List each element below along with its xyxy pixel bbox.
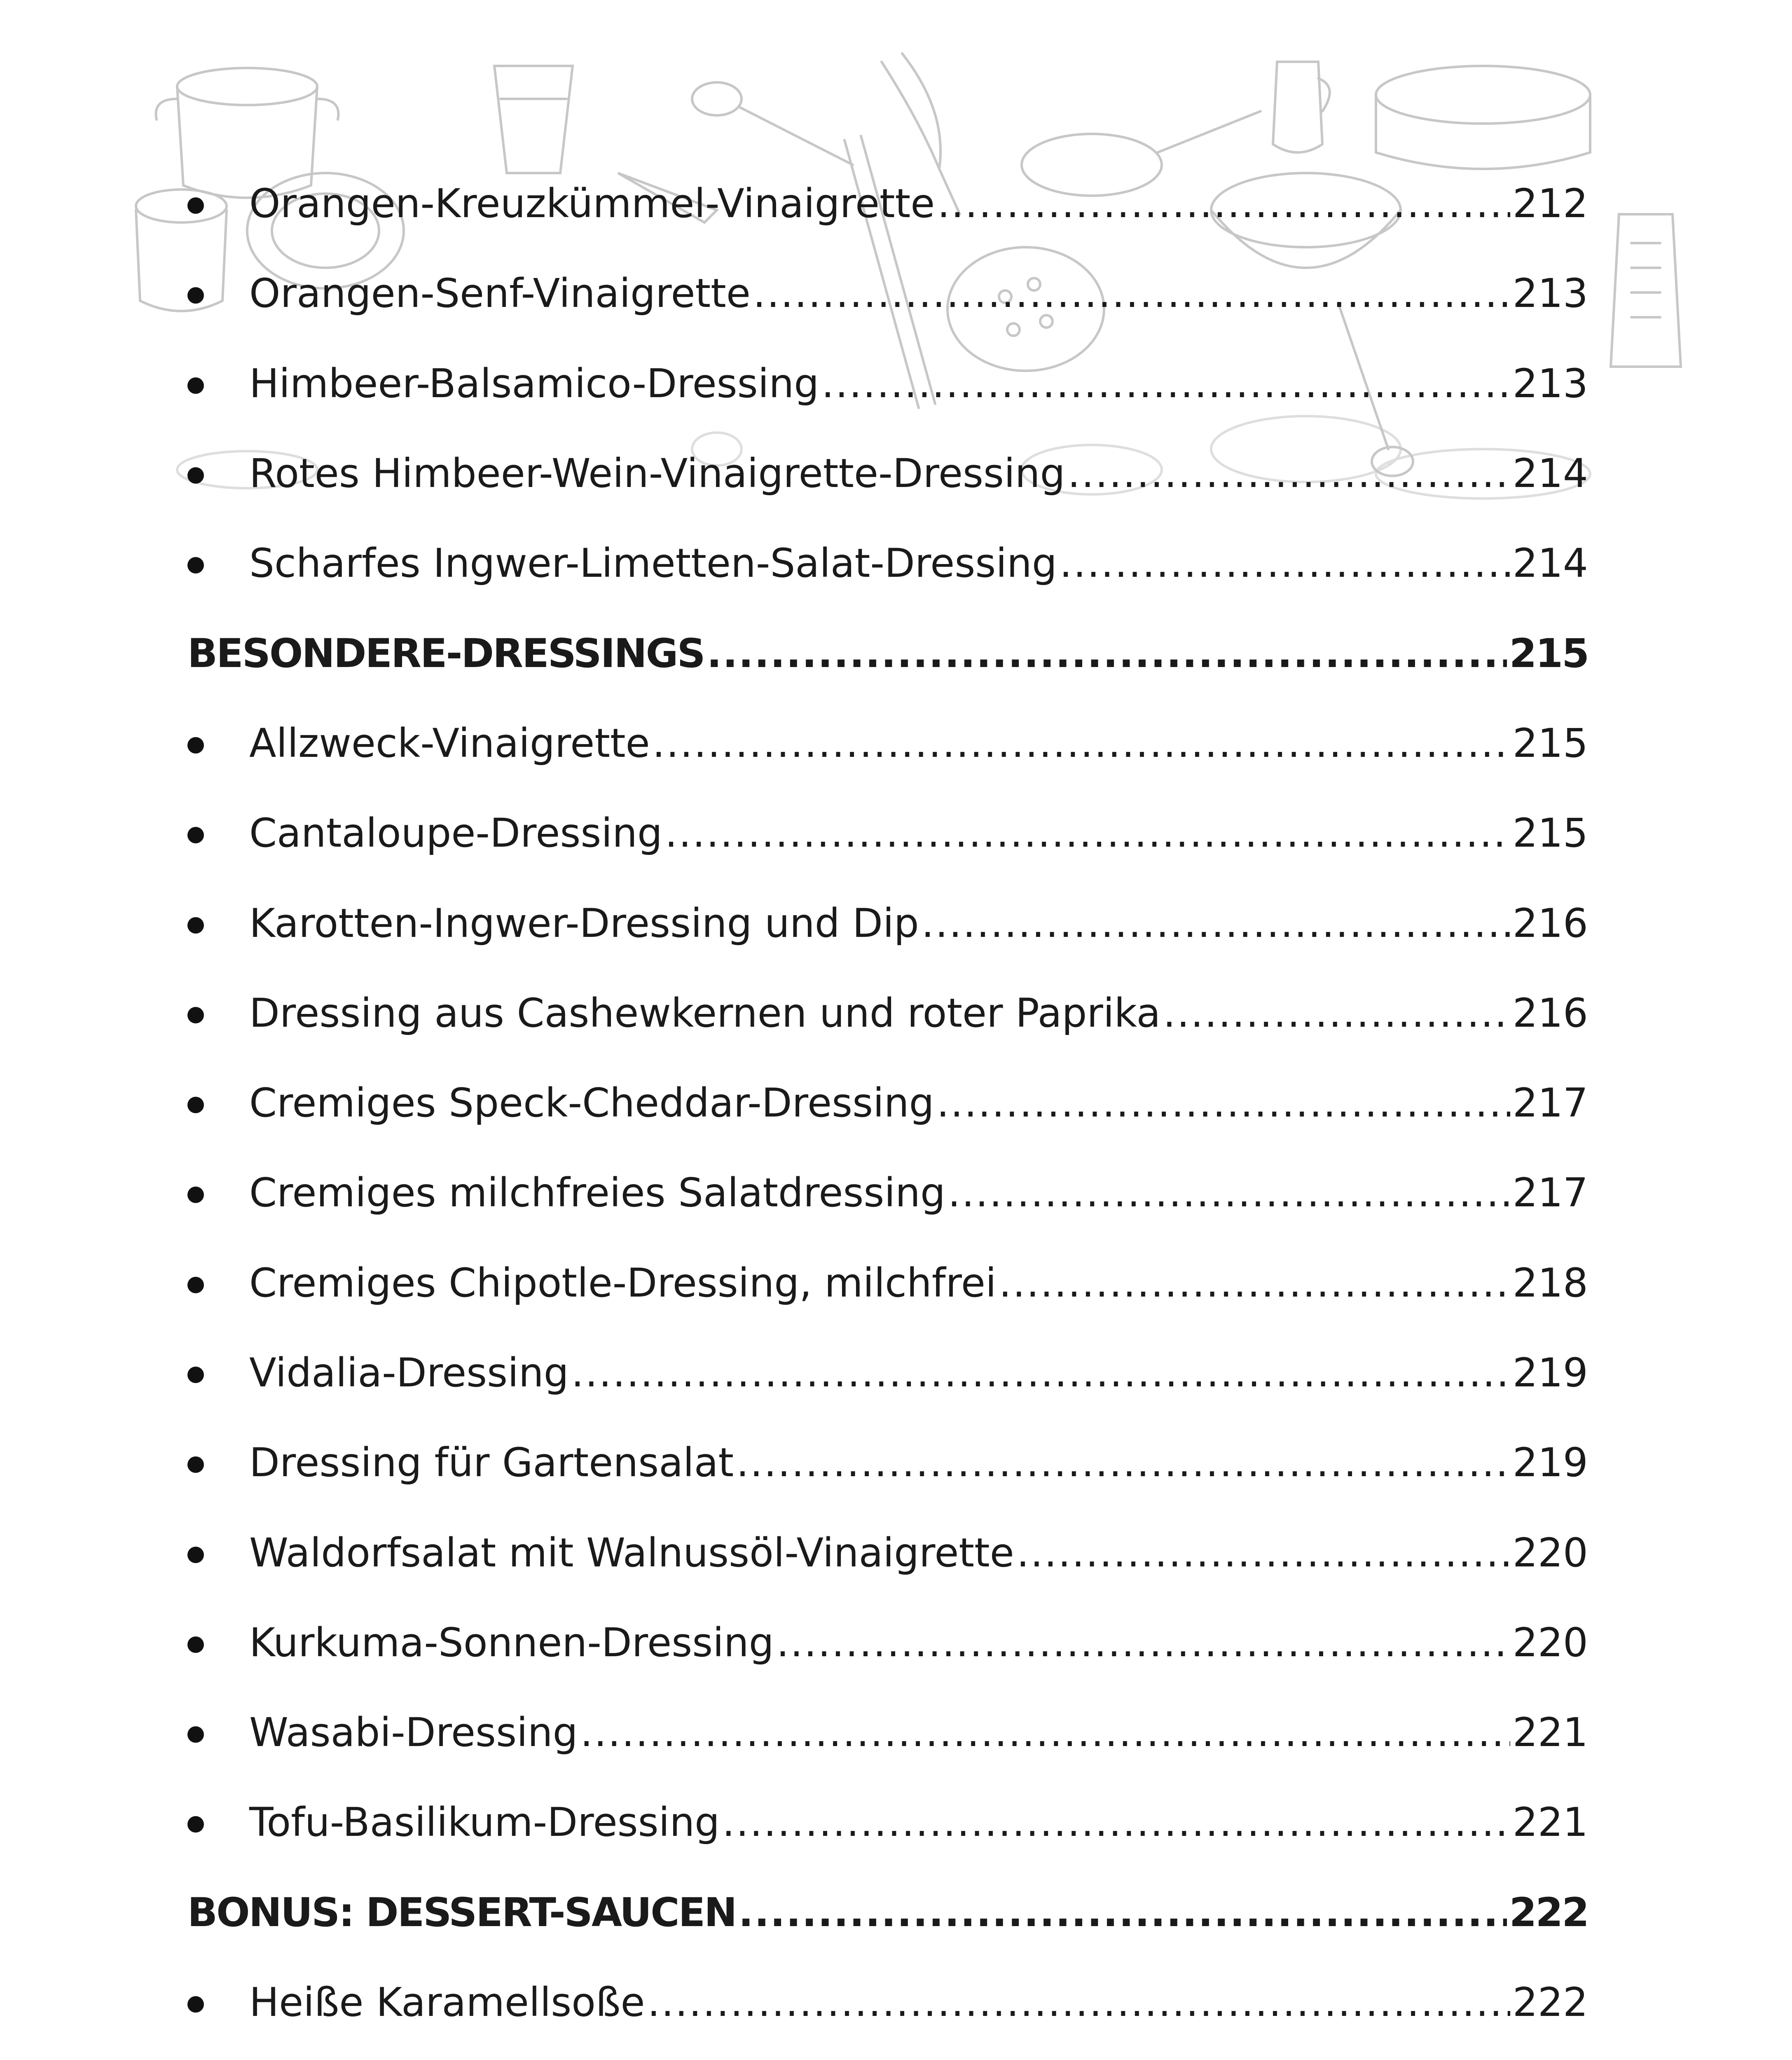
toc-entry-page-number: 214: [1512, 450, 1588, 497]
toc-entry-page-number: 216: [1512, 900, 1588, 946]
toc-entry[interactable]: [187, 1148, 1588, 1238]
toc-entry-title: Waldorfsalat mit Walnussöl-Vinaigrette: [249, 1529, 1014, 1576]
toc-entry[interactable]: [187, 968, 1588, 1058]
toc-entry-title: Vidalia-Dressing: [249, 1350, 569, 1396]
toc-entry-page-number: 215: [1512, 810, 1588, 857]
toc-entry[interactable]: [187, 2047, 1588, 2060]
toc-entry[interactable]: [187, 878, 1588, 968]
toc-entry-page-number: 220: [1512, 1619, 1588, 1666]
toc-entry-title: Orangen-Kreuzkümmel-Vinaigrette: [249, 180, 935, 227]
jug-icon: [1273, 62, 1330, 152]
toc-entry-page-number: 213: [1512, 270, 1588, 317]
toc-section-title: BONUS: DESSERT-SAUCEN: [187, 1889, 736, 1936]
toc-section-heading[interactable]: [187, 1868, 1588, 1957]
toc-entry[interactable]: [187, 1508, 1588, 1597]
toc-entry[interactable]: [187, 698, 1588, 788]
toc-entry-page-number: 215: [1512, 720, 1588, 766]
bullet-icon: [187, 1277, 204, 1293]
bullet-icon: [187, 197, 204, 214]
leader-dots: [821, 364, 1510, 403]
leader-dots: [937, 184, 1510, 223]
leader-dots: [777, 1623, 1510, 1662]
toc-entry-title: Dressing aus Cashewkernen und roter Paprika: [249, 990, 1161, 1036]
toc-entry-title: Wasabi-Dressing: [249, 1709, 578, 1756]
leader-dots: [736, 1443, 1510, 1482]
leader-dots: [753, 274, 1510, 313]
leader-dots: [1163, 993, 1510, 1033]
bullet-icon: [187, 467, 204, 484]
toc-entry-title: Kurkuma-Sonnen-Dressing: [249, 1619, 774, 1666]
bullet-icon: [187, 1367, 204, 1383]
toc-entry-title: Scharfes Ingwer-Limetten-Salat-Dressing: [249, 540, 1057, 587]
toc-entry-title: Cremiges Chipotle-Dressing, milchfrei: [249, 1259, 997, 1306]
leader-dots: [999, 1263, 1510, 1303]
toc-entry-title: Cantaloupe-Dressing: [249, 810, 662, 857]
leader-dots: [707, 634, 1507, 673]
glass-icon: [494, 66, 573, 173]
spoon-icon: [692, 82, 853, 165]
toc-entry[interactable]: [187, 428, 1588, 518]
bullet-icon: [187, 737, 204, 754]
toc-entry-title: Cremiges Speck-Cheddar-Dressing: [249, 1080, 934, 1126]
toc-entry[interactable]: [187, 1058, 1588, 1148]
toc-entry[interactable]: [187, 1598, 1588, 1688]
toc-entry-title: Heiße Karamellsoße: [249, 1979, 645, 2026]
bullet-icon: [187, 1007, 204, 1023]
bullet-icon: [187, 827, 204, 843]
toc-entry-page-number: 218: [1512, 1259, 1588, 1306]
leader-dots: [722, 1802, 1510, 1842]
toc-entry-page-number: 222: [1509, 1889, 1588, 1936]
toc-entry-title: Himbeer-Balsamico-Dressing: [249, 360, 819, 407]
bullet-icon: [187, 1726, 204, 1743]
bullet-icon: [187, 1996, 204, 2013]
toc-entry-page-number: 216: [1512, 990, 1588, 1036]
toc-entry-page-number: 221: [1512, 1709, 1588, 1756]
leader-dots: [1017, 1533, 1510, 1573]
toc-entry-page-number: 222: [1512, 1979, 1588, 2026]
toc-entry-title: Orangen-Senf-Vinaigrette: [249, 270, 751, 317]
toc-entry-title: Karotten-Ingwer-Dressing und Dip: [249, 900, 919, 946]
leader-dots: [571, 1353, 1510, 1393]
leader-dots: [665, 813, 1510, 853]
toc-entry-page-number: 220: [1512, 1529, 1588, 1576]
toc-entry-page-number: 217: [1512, 1080, 1588, 1126]
leader-dots: [653, 723, 1510, 763]
toc-entry-page-number: 214: [1512, 540, 1588, 587]
toc-entry-page-number: 219: [1512, 1350, 1588, 1396]
leader-dots: [948, 1173, 1510, 1213]
toc-entry[interactable]: [187, 1328, 1588, 1418]
bullet-icon: [187, 917, 204, 934]
bullet-icon: [187, 1547, 204, 1563]
leader-dots: [738, 1893, 1507, 1932]
toc-entry[interactable]: [187, 788, 1588, 878]
toc-entry[interactable]: [187, 248, 1588, 338]
leader-dots: [648, 1983, 1510, 2022]
leader-dots: [1068, 454, 1510, 493]
toc-entry-title: Tofu-Basilikum-Dressing: [249, 1799, 720, 1846]
toc-entry-page-number: 213: [1512, 360, 1588, 407]
toc-entry[interactable]: [187, 339, 1588, 428]
toc-entry[interactable]: [187, 518, 1588, 608]
cake-ring-icon: [1376, 66, 1590, 169]
toc-entry[interactable]: [187, 1238, 1588, 1328]
toc-entry[interactable]: [187, 159, 1588, 248]
toc-entry-page-number: 212: [1512, 180, 1588, 227]
leader-dots: [937, 1083, 1510, 1123]
toc-entry-page-number: 217: [1512, 1170, 1588, 1216]
bullet-icon: [187, 1097, 204, 1113]
toc-entry-title: Cremiges milchfreies Salatdressing: [249, 1170, 945, 1216]
toc-entry-title: Dressing für Gartensalat: [249, 1440, 734, 1486]
toc-entry-page-number: 219: [1512, 1440, 1588, 1486]
toc-section-title: BESONDERE-DRESSINGS: [187, 630, 704, 677]
toc-entry-page-number: 221: [1512, 1799, 1588, 1846]
toc-entry-title: Rotes Himbeer-Wein-Vinaigrette-Dressing: [249, 450, 1065, 497]
bullet-icon: [187, 1636, 204, 1653]
toc-entry[interactable]: [187, 1688, 1588, 1777]
leader-dots: [922, 904, 1510, 943]
table-of-contents: [187, 159, 1588, 2060]
toc-entry[interactable]: [187, 1418, 1588, 1508]
toc-entry-page-number: 215: [1509, 630, 1588, 677]
toc-section-heading[interactable]: [187, 608, 1588, 698]
leader-dots: [580, 1713, 1510, 1752]
toc-entry[interactable]: [187, 1957, 1588, 2047]
leader-dots: [1060, 543, 1510, 583]
bullet-icon: [187, 377, 204, 394]
toc-entry[interactable]: [187, 1777, 1588, 1867]
grater-icon: [1611, 214, 1681, 367]
toc-entry-title: Allzweck-Vinaigrette: [249, 720, 650, 766]
